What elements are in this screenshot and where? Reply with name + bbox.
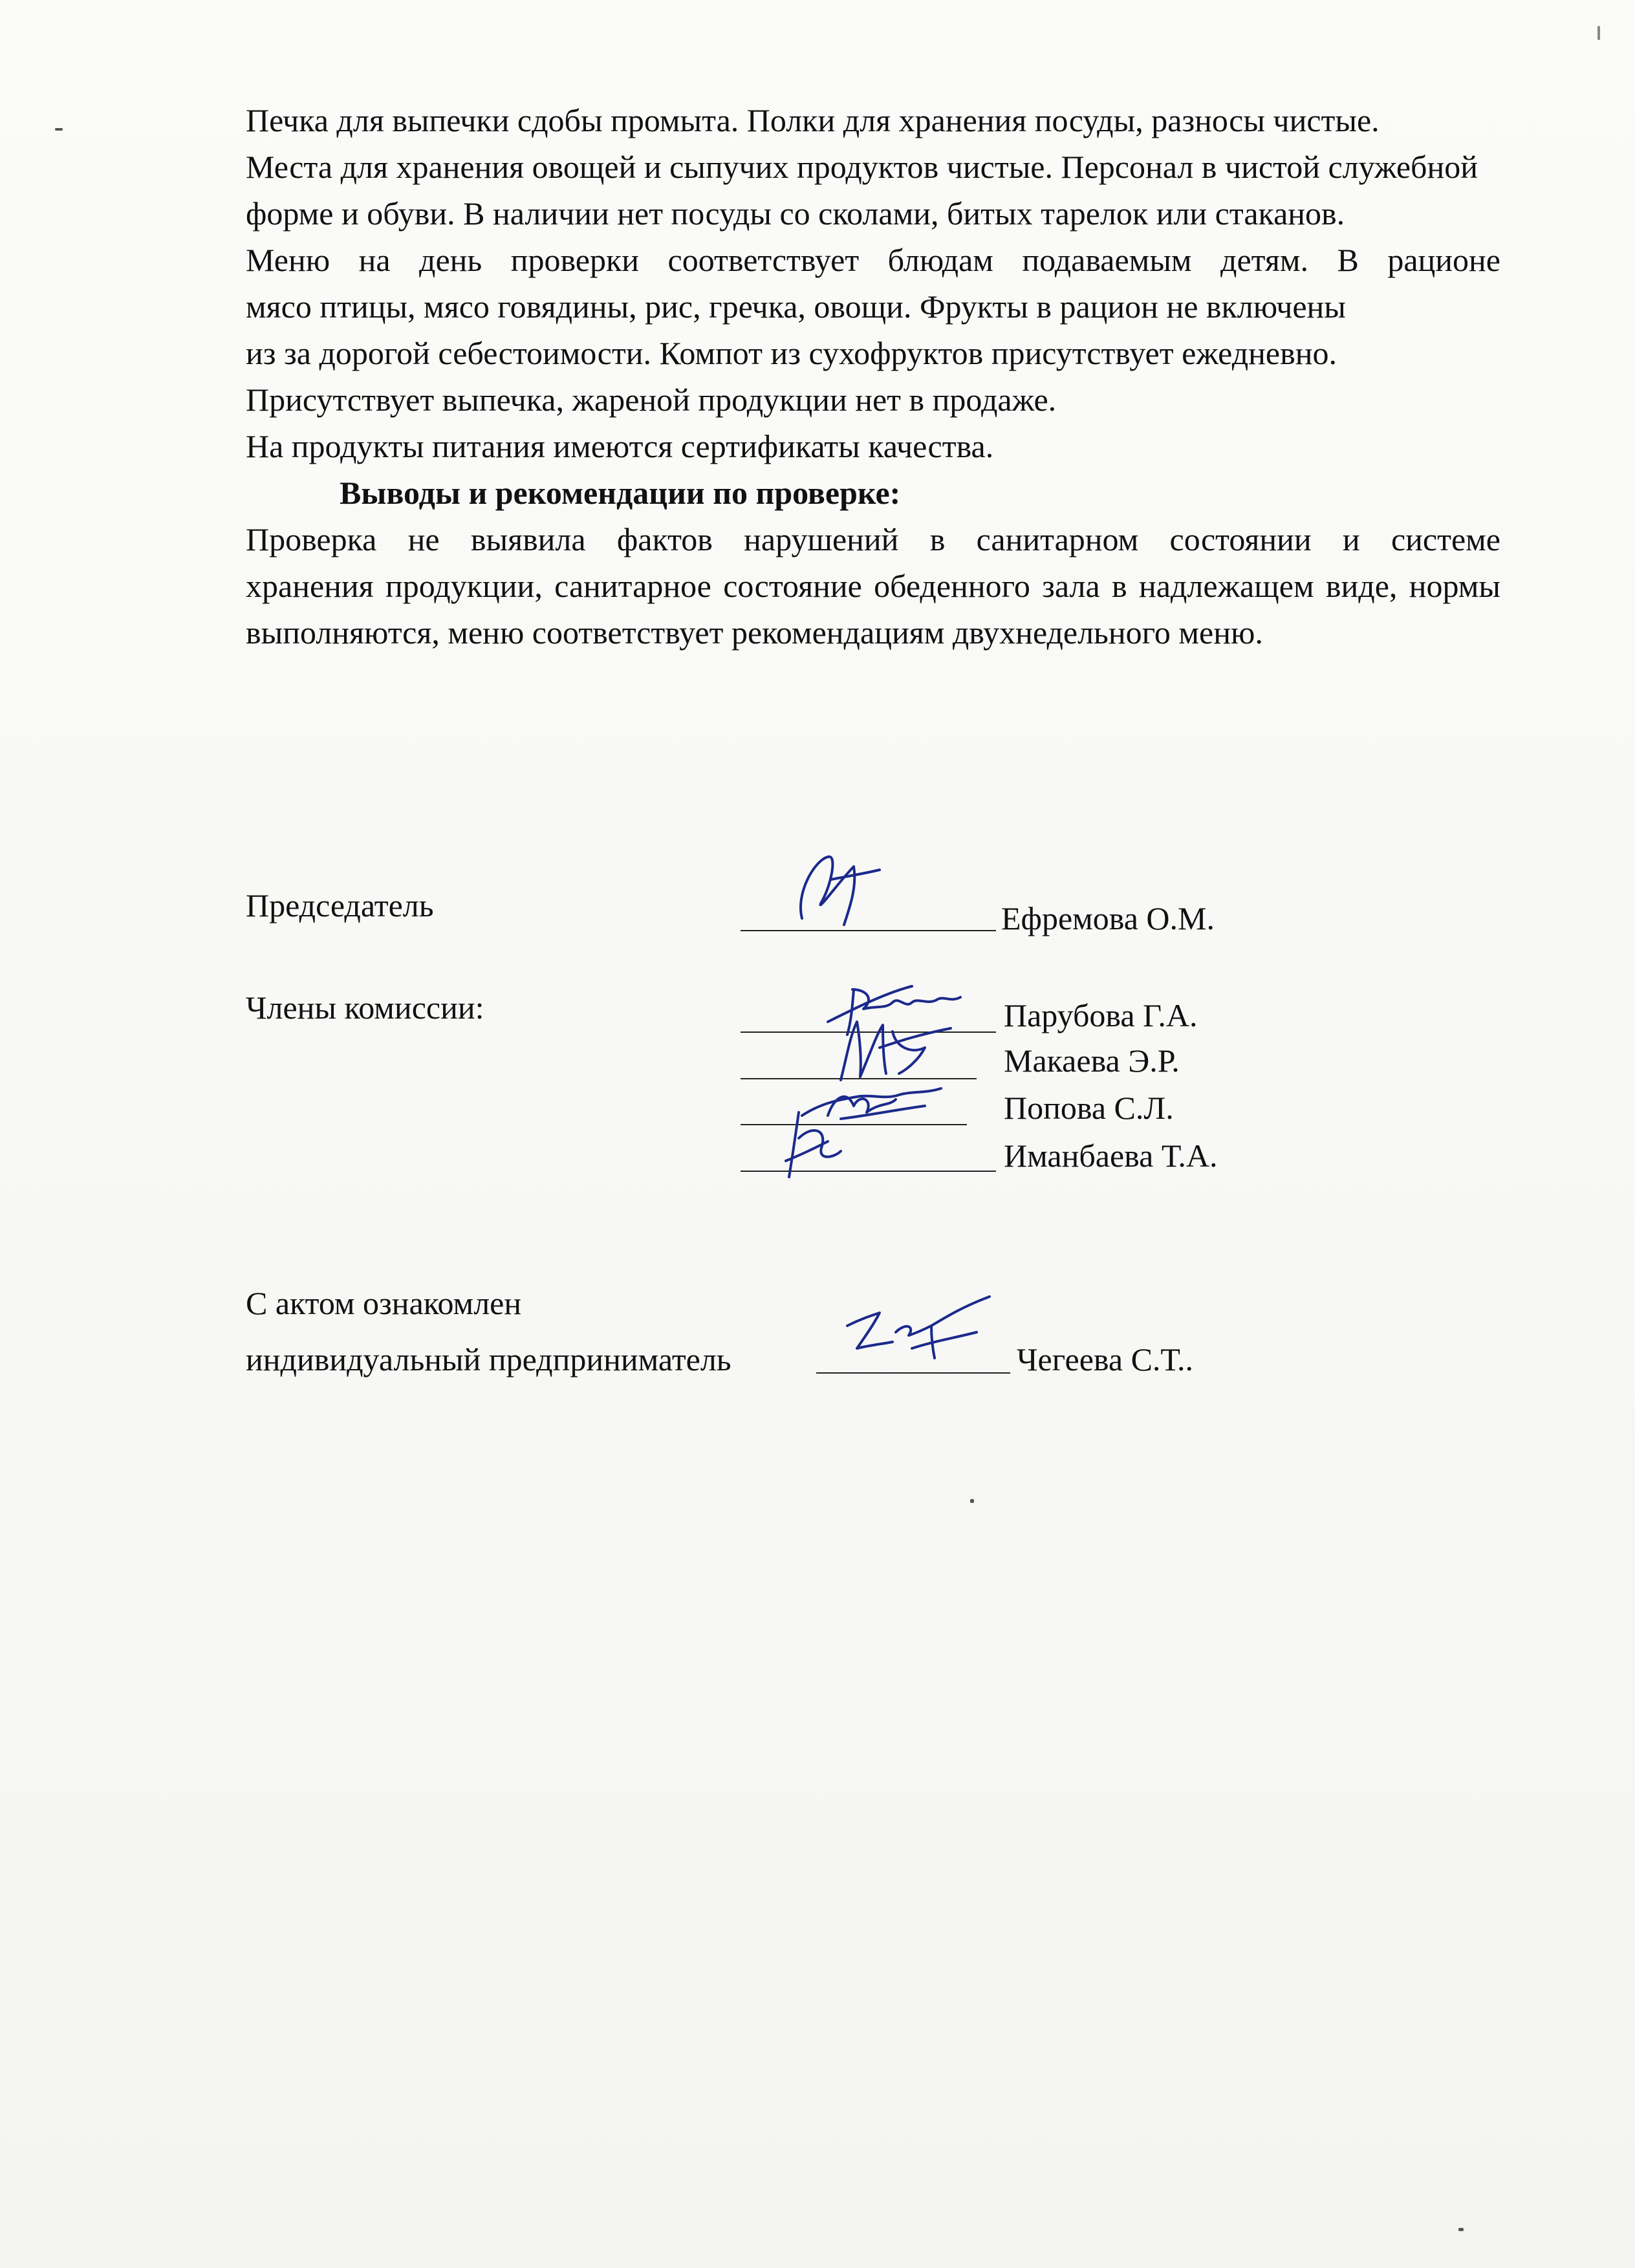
scan-speck [1458, 2228, 1464, 2231]
conclusions-rest: хранения продукции, санитарное состояние обеденного зала в надлежащем виде, нормы выполняются, меню соответствует рекомендациям двухнедельного меню. [246, 568, 1500, 651]
member-4-signature [770, 1099, 860, 1183]
members-label: Члены комиссии: [246, 989, 484, 1026]
conclusions-first-line: Проверка не выявила фактов нарушений в санитарном состоянии и системе [246, 521, 1500, 557]
member-3-name: Попова С.Л. [1004, 1090, 1174, 1126]
member-2-name: Макаева Э.Р. [1004, 1042, 1180, 1079]
paragraph-storage: Места для хранения овощей и сыпучих продуктов чистые. Персонал в чистой служебной форме и обуви. В наличии нет посуды со сколами, битых тарелок или стаканов. [246, 149, 1478, 232]
entrepreneur-signature [834, 1287, 1002, 1377]
paragraph-menu-rest: мясо птицы, мясо говядины, рис, гречка, овощи. Фрукты в рацион не включены из за дорогой себестоимости. Компот из сухофруктов присутствует ежедневно. Присутствует выпечка, жареной продукции нет в продаже. [246, 288, 1346, 418]
ack-line-2: индивидуальный предприниматель [246, 1341, 731, 1377]
scan-speck [970, 1499, 974, 1503]
ack-line-1: С актом ознакомлен [246, 1285, 522, 1321]
member-4-name: Иманбаева Т.А. [1004, 1138, 1218, 1174]
paragraph-menu-first-line: Меню на день проверки соответствует блюдам подаваемым детям. В рационе [246, 242, 1500, 278]
chair-label: Председатель [246, 887, 434, 923]
paragraph-menu [246, 237, 1500, 423]
entrepreneur-name: Чегеева С.Т.. [1017, 1341, 1193, 1377]
document-body [246, 97, 1500, 656]
scan-speck [1597, 26, 1600, 40]
chair-name: Ефремова О.М. [1001, 900, 1215, 936]
conclusions-heading: Выводы и рекомендации по проверке: [340, 475, 901, 511]
member-1-name: Парубова Г.А. [1004, 997, 1198, 1033]
chair-signature [776, 841, 893, 938]
paragraph-conclusions [246, 516, 1500, 656]
paragraph-certificates: На продукты питания имеются сертификаты качества. [246, 428, 994, 464]
scan-speck [55, 128, 63, 131]
paragraph-oven: Печка для выпечки сдобы промыта. Полки для хранения посуды, разносы чистые. [246, 102, 1380, 138]
